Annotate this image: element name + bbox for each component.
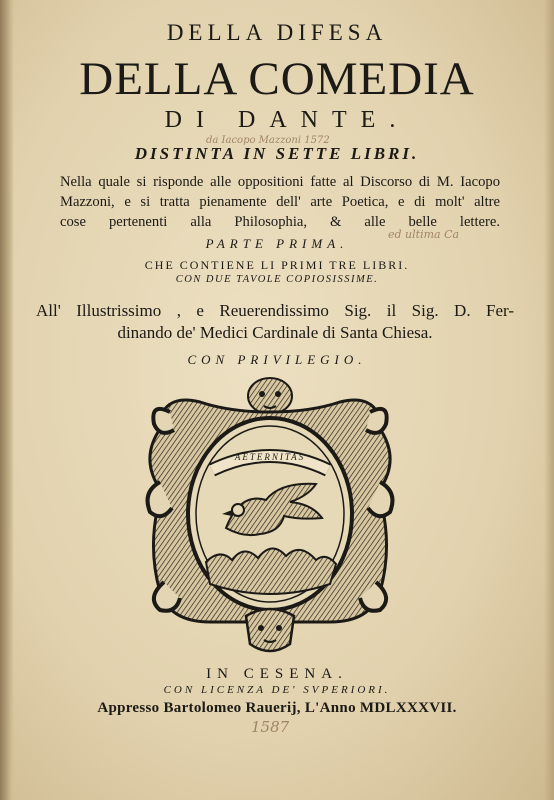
description-line: Mazzoni, e si tratta pienamente dell' arte Poetica, e di molt' altre <box>60 194 500 210</box>
title-line-1: DELLA DIFESA <box>166 20 388 45</box>
contents-line: CHE CONTIENE LI PRIMI TRE LIBRI. <box>144 258 410 272</box>
description-line: Nella quale si risponde alle oppositioni fatte al Discorso di M. Iacopo <box>60 174 500 190</box>
place-line: IN CESENA. <box>206 666 348 682</box>
privilege-line: CON PRIVILEGIO. <box>187 352 367 367</box>
handwritten-date: 1587 <box>251 718 290 736</box>
grotesque-head-icon <box>246 609 294 651</box>
subtitle: DISTINTA IN SETTE LIBRI. <box>134 144 420 163</box>
handwritten-margin-note: ed ultima Ca <box>388 228 460 241</box>
dedication-line: dinando de' Medici Cardinale di Santa Chiesa. <box>117 323 433 342</box>
dedication-block <box>36 300 514 344</box>
handwritten-author-note: da Iacopo Mazzoni 1572 <box>206 135 330 146</box>
dedication-line: All' Illustrissimo , e Reuerendissimo Sig. il Sig. D. Fer- <box>36 301 514 320</box>
printers-device <box>140 372 400 660</box>
imprint-line: Appresso Bartolomeo Rauerij, L'Anno MDLXXXVII. <box>97 700 457 716</box>
lion-mask-icon <box>248 378 292 414</box>
device-motto: AETERNITAS <box>234 452 306 462</box>
description-line: cose pertenenti alla Philosophia, & alle belle lettere. <box>60 214 500 230</box>
tables-line: CON DUE TAVOLE COPIOSISSIME. <box>175 274 379 285</box>
main-title: DELLA COMEDIA <box>79 53 475 105</box>
part-heading: PARTE PRIMA. <box>205 236 349 251</box>
description-block <box>60 172 500 232</box>
license-line: CON LICENZA DE' SVPERIORI. <box>163 684 391 696</box>
title-line-3: DI DANTE. <box>164 107 410 133</box>
